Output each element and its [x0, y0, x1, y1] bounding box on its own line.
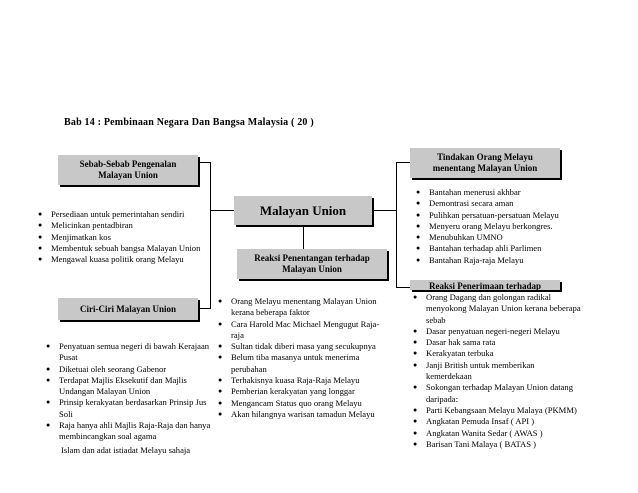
list-item: [218, 375, 408, 386]
connector-center-down: [303, 225, 304, 249]
list-line: Penyatuan semua negeri di bawah Kerajaan: [59, 341, 210, 351]
list-line: Kerakyatan terbuka: [426, 348, 494, 359]
list-item: ● Bantahan menerusi akhbar: [416, 187, 616, 198]
list-item: [413, 416, 618, 427]
list-item: [46, 341, 224, 364]
sebab-box-line2: Malayan Union: [98, 170, 158, 180]
sebab-list: [38, 209, 223, 265]
list-line: Mengancam Status quo orang Melayu: [231, 397, 362, 408]
connector-left-top: [198, 162, 210, 163]
reaksi-penerimaan-box: [410, 280, 560, 290]
reaksi-penentangan-line2: Malayan Union: [282, 264, 342, 274]
list-line: Soli: [59, 408, 73, 419]
penerimaan-list: [413, 292, 618, 450]
list-item: [413, 326, 618, 337]
sebab-box: [58, 155, 198, 185]
list-item: ● Membentuk sebuah bangsa Malayan Union: [38, 243, 223, 254]
list-item: ● Demontrasi secara aman: [416, 198, 616, 209]
list-item: [46, 375, 224, 398]
list-line: Sokongan terhadap Malayan Union datang: [426, 382, 574, 393]
list-line: Prinsip kerakyatan berdasarkan Prinsip Jus: [59, 397, 207, 408]
reaksi-penerimaan-line1: Reaksi Penerimaan terhadap: [429, 281, 541, 290]
list-item: [218, 386, 408, 397]
center-box: [234, 196, 372, 225]
list-line: daripada:: [426, 393, 458, 404]
list-line: kerana beberapa faktor: [231, 307, 310, 318]
sebab-box-line1: Sebab-Sebab Pengenalan: [79, 159, 177, 169]
ciri-list: [46, 341, 224, 443]
list-item: [218, 341, 408, 352]
list-line: Terdapat Majlis Eksekutif dan Majlis: [59, 374, 187, 385]
list-item: [218, 398, 408, 409]
list-item: ● Menyeru orang Melayu berkongres.: [416, 221, 616, 232]
list-line: Diketuai oleh seorang Gabenor: [59, 363, 167, 374]
page-title: Bab 14 : Pembinaan Negara Dan Bangsa Malaysia ( 20 ): [64, 117, 314, 128]
tindakan-box-line1: Tindakan Orang Melayu: [437, 152, 533, 162]
reaksi-penentangan-line1: Reaksi Penentangan terhadap: [254, 253, 370, 263]
list-item: ● Menjimatkan kos: [38, 232, 223, 243]
connector-right-center: [372, 210, 396, 211]
connector-right-top: [396, 162, 410, 163]
list-item: [413, 348, 618, 359]
list-item: [413, 439, 618, 450]
list-item: [218, 352, 408, 375]
list-line: Angkatan Pemuda Insaf ( API ): [426, 416, 535, 427]
list-line: Pemberian kerakyatan yang longgar: [231, 386, 355, 397]
list-line: Janji British untuk memberikan: [426, 359, 535, 370]
list-line: Pusat: [59, 352, 78, 363]
list-line: Sultan tidak diberi masa yang secukupnya: [231, 341, 376, 352]
ciri-tail: Islam dan adat istiadat Melayu sahaja: [61, 445, 191, 455]
list-line: Belum tiba masanya untuk menerima: [231, 352, 360, 363]
list-item: [46, 364, 224, 375]
center-box-label: Malayan Union: [259, 203, 347, 218]
list-item: [46, 397, 224, 420]
list-item: [218, 409, 408, 420]
list-item: [218, 296, 408, 319]
connector-left-bottom: [198, 308, 210, 309]
list-item: ● Bantahan Raja-raja Melayu: [416, 255, 616, 266]
list-item: [413, 405, 618, 416]
reaksi-penentangan-box: [237, 249, 387, 279]
list-item: [46, 420, 224, 443]
list-item: [413, 360, 618, 383]
list-item: [413, 428, 618, 439]
list-line: Orang Dagang dan golongan radikal: [426, 292, 552, 302]
list-item: ● Bantahan terhadap ahli Parlimen: [416, 243, 616, 254]
list-item: [218, 319, 408, 342]
list-line: Raja hanya ahli Majlis Raja-Raja dan hanya: [59, 420, 211, 431]
list-line: Undangan Malayan Union: [59, 386, 151, 397]
list-line: Parti Kebangsaan Melayu Malaya (PKMM): [426, 404, 577, 415]
list-item: [413, 292, 618, 326]
tindakan-box: [410, 148, 560, 178]
list-line: Akan hilangnya warisan tamadun Melayu: [231, 408, 375, 419]
list-item: [413, 337, 618, 348]
list-item: ● Menubuhkan UMNO: [416, 232, 616, 243]
list-line: Cara Harold Mac Michael Mengugut Raja-: [231, 318, 380, 329]
list-line: sebab: [426, 314, 446, 325]
list-line: perubahan: [231, 363, 267, 374]
list-line: Angkatan Wanita Sedar ( AWAS ): [426, 427, 543, 438]
list-line: Orang Melayu menentang Malayan Union: [231, 296, 377, 306]
tindakan-list: [416, 187, 616, 266]
list-line: Dasar penyatuan negeri-negeri Melayu: [426, 325, 560, 336]
list-item: ● Melicinkan pentadbiran: [38, 220, 223, 231]
list-item: ● Mengawal kuasa politik orang Melayu: [38, 254, 223, 265]
list-line: kemerdekaan: [426, 371, 472, 382]
penentangan-list: [218, 296, 408, 420]
list-line: menyokong Malayan Union kerana beberapa: [426, 303, 581, 314]
list-line: raja: [231, 329, 244, 340]
tindakan-box-line2: menentang Malayan Union: [432, 163, 538, 173]
list-line: membincangkan soal agama: [59, 431, 157, 442]
list-item: ● Persediaan untuk pemerintahan sendiri: [38, 209, 223, 220]
list-item: ● Pulihkan persatuan-persatuan Melayu: [416, 210, 616, 221]
connector-right-bottom: [396, 287, 410, 288]
ciri-box: [58, 298, 198, 320]
ciri-box-line1: Ciri-Ciri Malayan Union: [80, 303, 176, 314]
connector-right-vertical: [396, 162, 397, 287]
list-item: [413, 382, 618, 405]
list-line: Dasar hak sama rata: [426, 337, 496, 348]
list-line: Barisan Tani Malaya ( BATAS ): [426, 438, 537, 449]
list-line: Terhakisnya kuasa Raja-Raja Melayu: [231, 375, 360, 386]
